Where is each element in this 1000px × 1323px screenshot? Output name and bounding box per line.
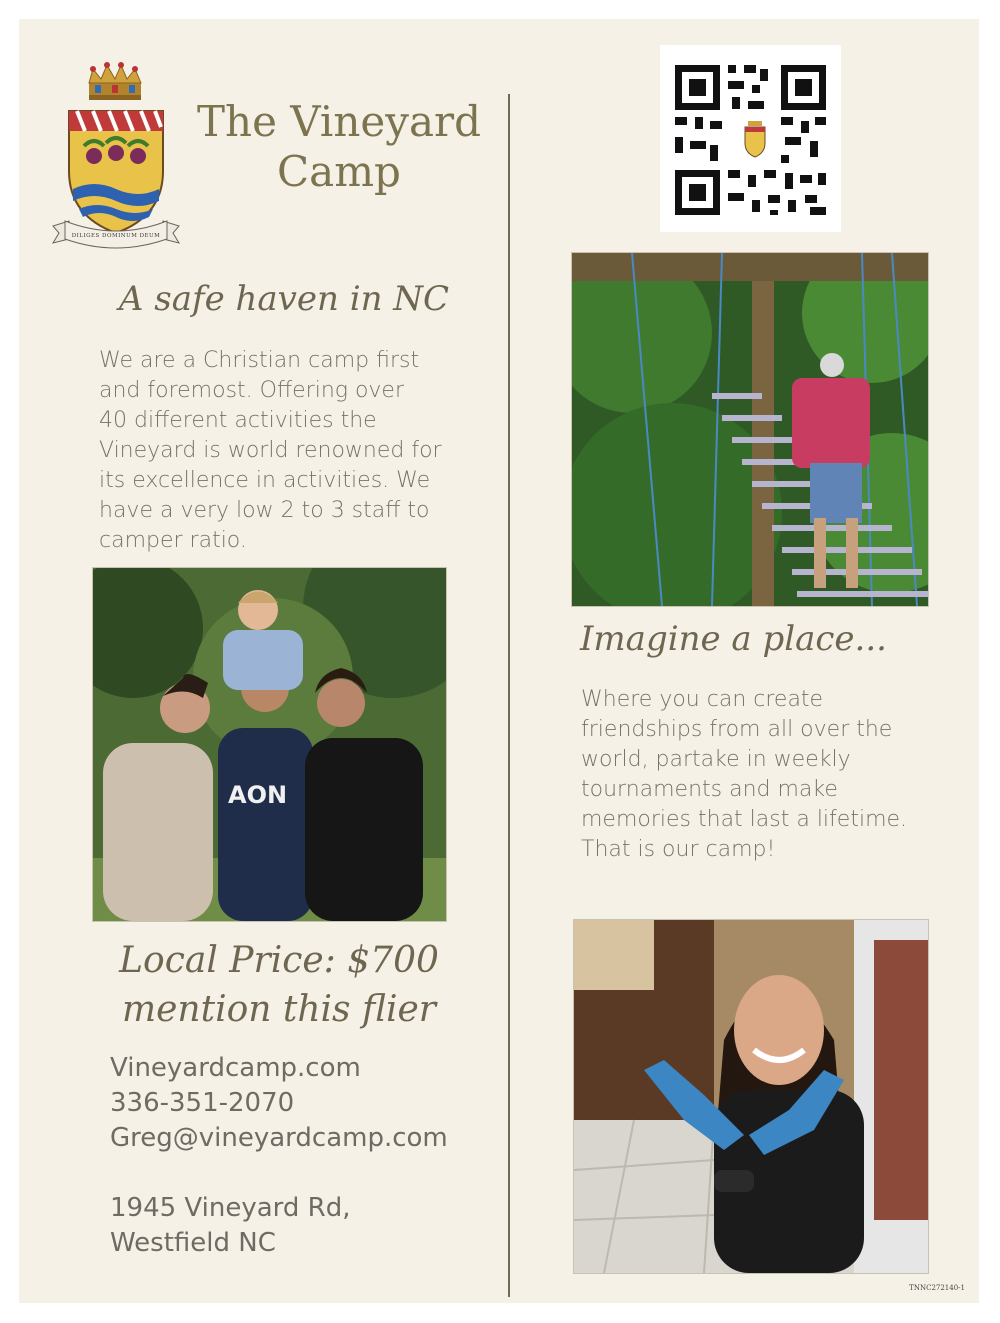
girl-photo <box>573 919 929 1274</box>
page <box>10 10 990 1313</box>
left-heading: A safe haven in NC <box>118 279 450 319</box>
left-line: 40 different activities the <box>99 408 377 433</box>
right-paragraph <box>581 685 971 865</box>
title-line-1: The Vineyard <box>197 97 481 146</box>
right-line: memories that last a lifetime. <box>581 807 908 832</box>
qr-code[interactable] <box>660 45 841 232</box>
left-paragraph <box>99 346 489 556</box>
email-link[interactable]: Greg@vineyardcamp.com <box>110 1123 448 1153</box>
crown-icon <box>89 62 141 100</box>
right-line: That is our camp! <box>581 837 776 862</box>
left-line: We are a Christian camp first <box>99 348 420 373</box>
left-line: have a very low 2 to 3 staff to <box>99 498 430 523</box>
price-block <box>64 936 494 1034</box>
left-line: its excellence in activities. We <box>99 468 431 493</box>
shield-icon <box>69 111 163 233</box>
left-line: Vineyard is world renowned for <box>99 438 442 463</box>
website-link[interactable]: Vineyardcamp.com <box>110 1053 361 1083</box>
page-title <box>189 97 489 197</box>
address-line-2: Westfield NC <box>110 1228 276 1258</box>
crest-motto: DILIGES DOMINUM DEUM <box>71 233 161 239</box>
right-line: Where you can create <box>581 687 824 712</box>
right-line: tournaments and make <box>581 777 838 802</box>
phone-number[interactable]: 336-351-2070 <box>110 1088 295 1118</box>
price-line-2: mention this flier <box>121 989 437 1030</box>
crest-logo <box>49 61 184 251</box>
left-line: and foremost. Offering over <box>99 378 405 403</box>
left-line: camper ratio. <box>99 528 247 553</box>
ropes-course-photo <box>571 252 929 607</box>
contact-block <box>110 1051 490 1261</box>
title-line-2: Camp <box>277 147 401 196</box>
address-line-1: 1945 Vineyard Rd, <box>110 1193 351 1223</box>
right-heading: Imagine a place... <box>580 619 887 659</box>
group-photo <box>92 567 447 922</box>
flier <box>19 19 979 1303</box>
right-line: world, partake in weekly <box>581 747 851 772</box>
column-divider <box>508 94 510 1297</box>
ad-code: TNNC272140-1 <box>909 1284 965 1292</box>
svg-text:AON: AON <box>228 781 288 809</box>
right-line: friendships from all over the <box>581 717 893 742</box>
price-line-1: Local Price: $700 <box>119 940 439 981</box>
